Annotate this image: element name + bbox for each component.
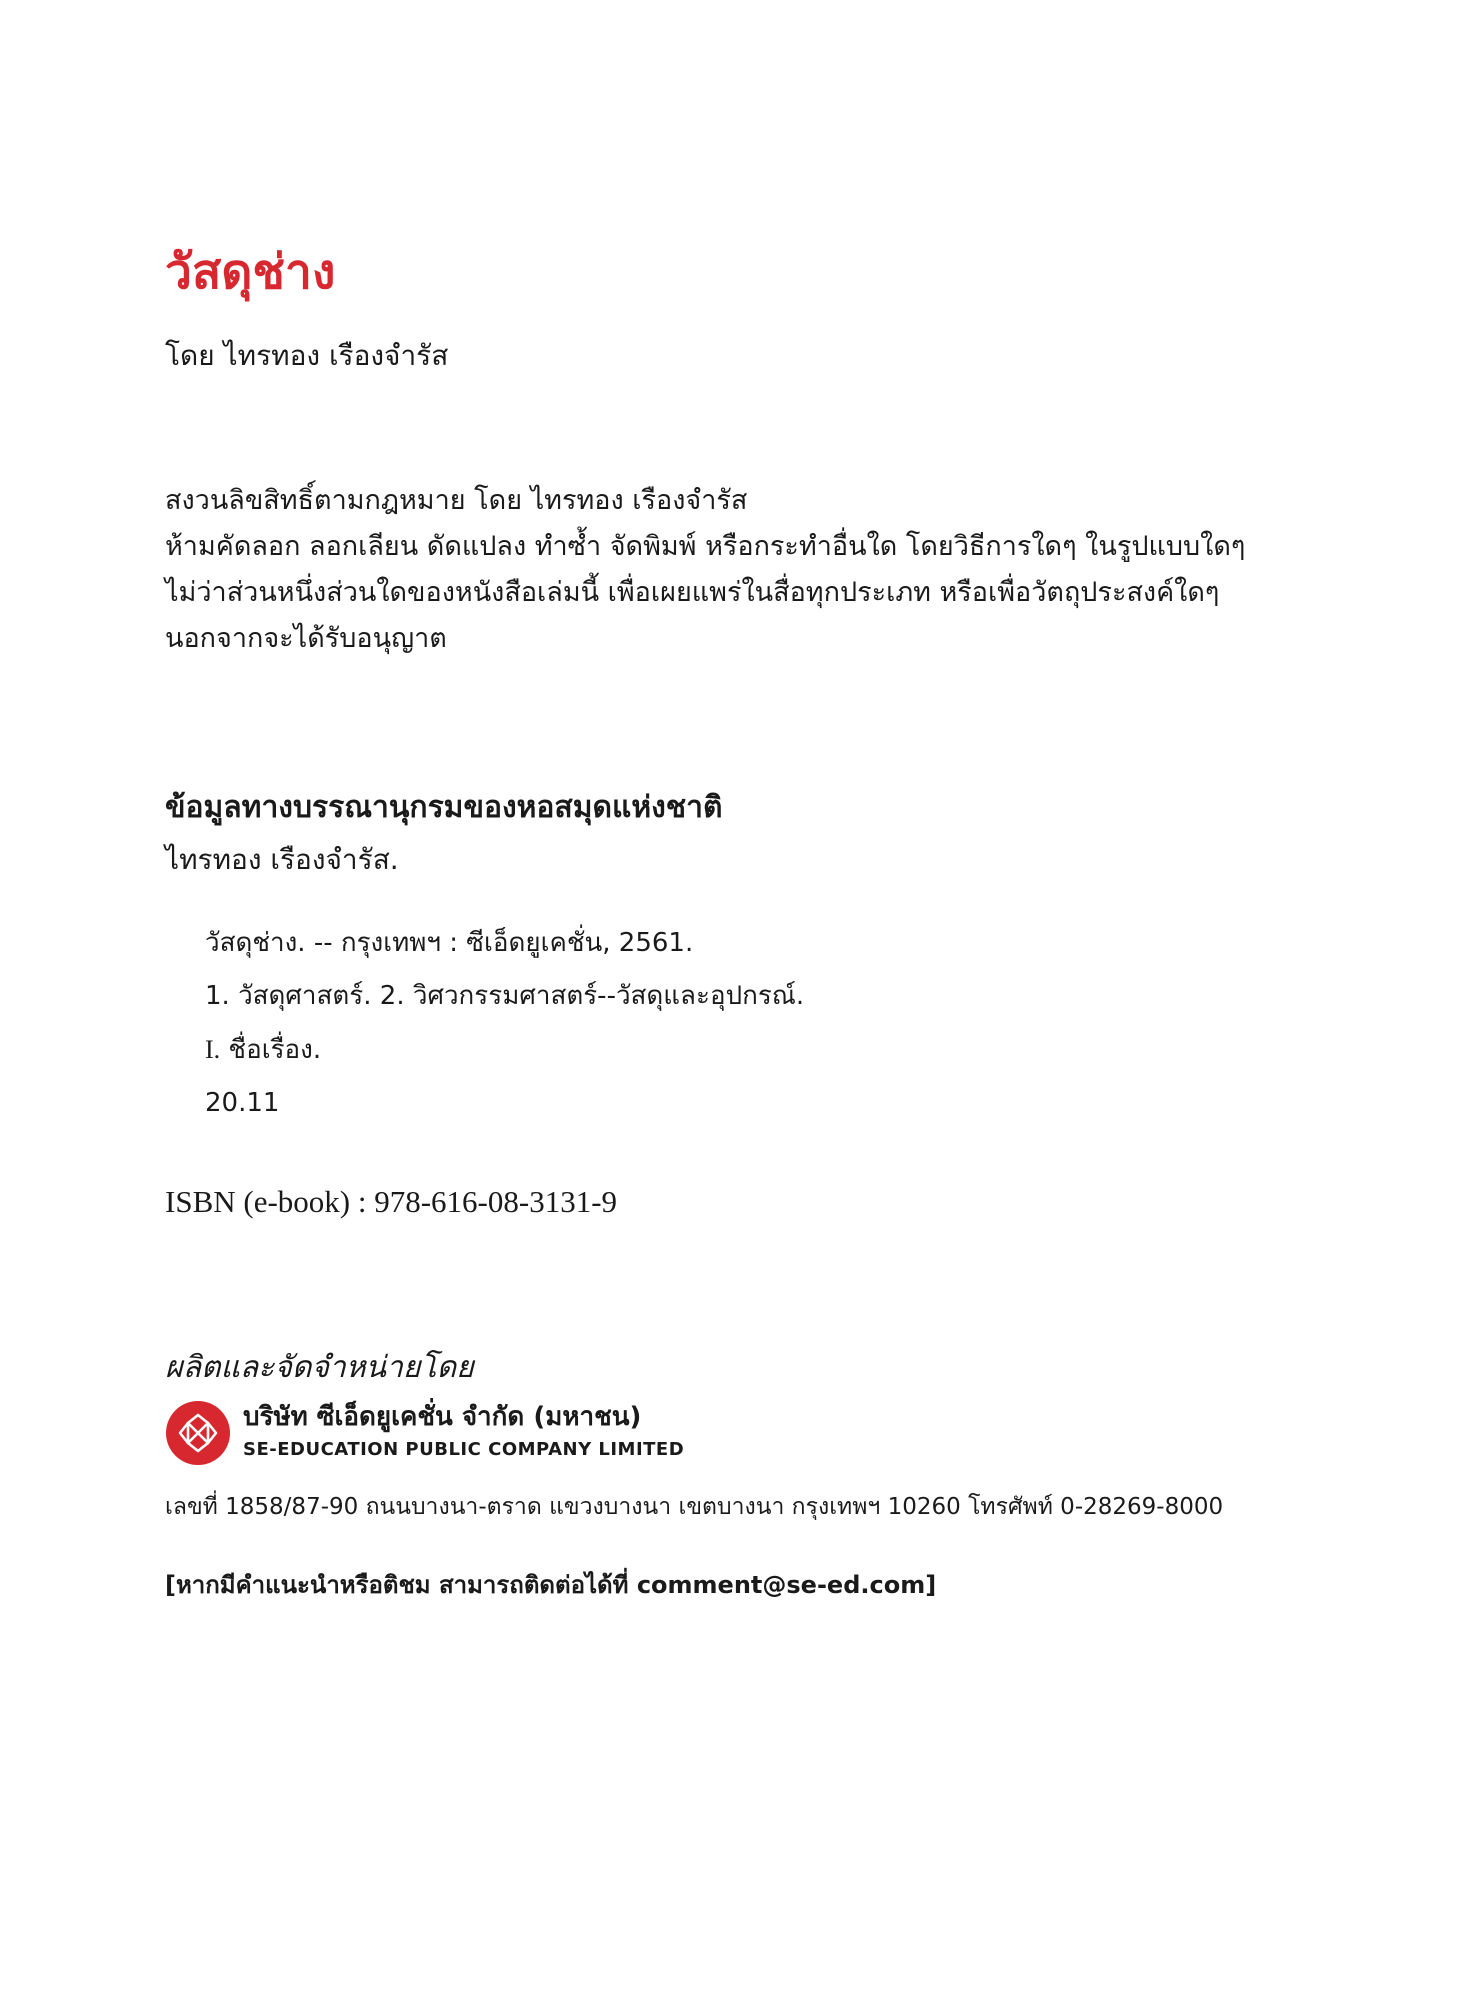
company-name-thai: บริษัท ซีเอ็ดยูเคชั่น จำกัด (มหาชน): [243, 1402, 642, 1432]
cip-heading: ข้อมูลทางบรรณานุกรมของหอสมุดแห่งชาติ: [165, 790, 723, 825]
book-title: วัสดุช่าง: [165, 244, 336, 300]
author-line: โดย ไทรทอง เรืองจำรัส: [165, 339, 449, 372]
produced-by-label: ผลิตและจัดจำหน่ายโดย: [165, 1350, 474, 1385]
publisher-address: เลขที่ 1858/87-90 ถนนบางนา-ตราด แขวงบางนา เขตบางนา กรุงเทพฯ 10260 โทรศัพท์ 0-28269-8000: [165, 1494, 1224, 1520]
company-name-english: SE-EDUCATION PUBLIC COMPANY LIMITED: [243, 1439, 685, 1460]
cip-classification: 20.11: [205, 1088, 280, 1118]
cip-title-entry: [205, 1023, 804, 1077]
contact-line: [หากมีคำแนะนำหรือติชม สามารถติดต่อได้ที่ comment@se-ed.com]: [165, 1571, 937, 1599]
cip-imprint: วัสดุช่าง. -- กรุงเทพฯ : ซีเอ็ดยูเคชั่น, 2561.: [205, 928, 694, 958]
cip-title-entry-mark: I.: [205, 1035, 221, 1064]
cip-entries: [205, 917, 804, 1130]
cip-subjects: 1. วัสดุศาสตร์. 2. วิศวกรรมศาสตร์--วัสดุและอุปกรณ์.: [205, 981, 805, 1011]
copyright-line: นอกจากจะได้รับอนุญาต: [165, 623, 447, 654]
cip-author: ไทรทอง เรืองจำรัส.: [165, 843, 399, 876]
cip-title-entry-text: ชื่อเรื่อง.: [220, 1035, 322, 1065]
isbn: ISBN (e-book) : 978-616-08-3131-9: [165, 1184, 618, 1219]
copyright-notice: [165, 478, 1245, 662]
copyright-line: ห้ามคัดลอก ลอกเลียน ดัดแปลง ทำซ้ำ จัดพิมพ์ หรือกระทำอื่นใด โดยวิธีการใดๆ ในรูปแบบใดๆ: [165, 531, 1246, 562]
copyright-line: สงวนลิขสิทธิ์ตามกฎหมาย โดย ไทรทอง เรืองจำรัส: [165, 485, 748, 516]
copyright-line: ไม่ว่าส่วนหนึ่งส่วนใดของหนังสือเล่มนี้ เพื่อเผยแพร่ในสื่อทุกประเภท หรือเพื่อวัตถุประสงค์ใดๆ: [165, 577, 1220, 608]
se-ed-logo-icon: [166, 1401, 230, 1465]
